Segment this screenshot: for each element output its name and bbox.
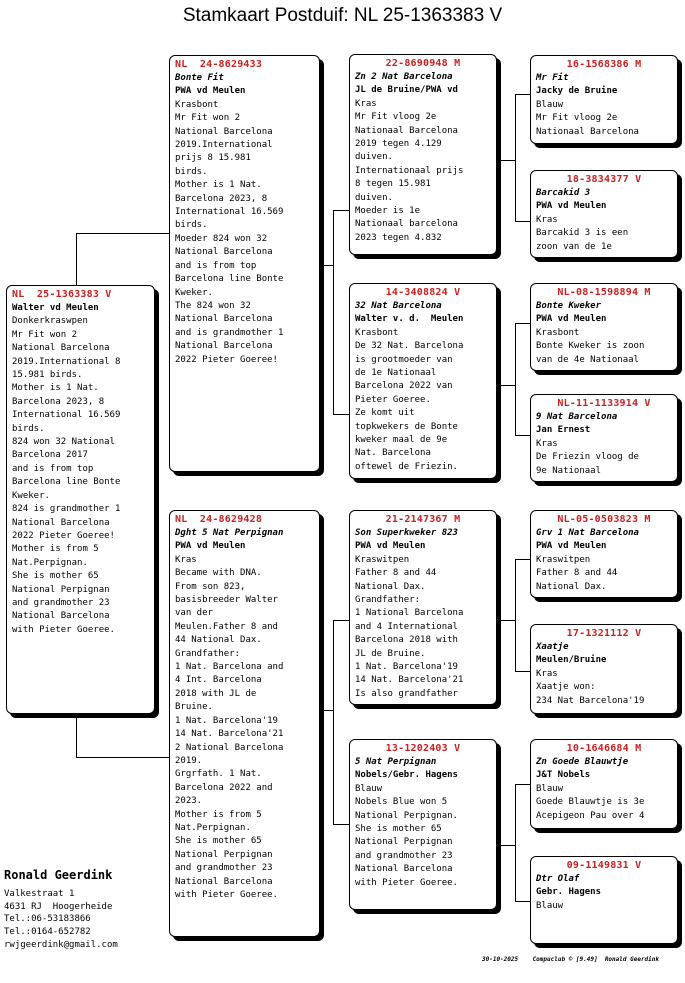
ring-number: NL-08-1598894 M — [557, 287, 651, 298]
connector-line — [515, 559, 530, 560]
detail-line: National Perpignan. — [355, 810, 458, 821]
detail-line: Barcelona 2023, 8 — [12, 396, 105, 407]
detail-line: and is from top — [175, 260, 257, 271]
detail-line: Pieter Goeree. — [355, 394, 431, 405]
detail-line: Krasbont — [355, 327, 399, 338]
detail-line: From son 823, — [175, 581, 246, 592]
detail-line: 4 Int. Barcelona — [175, 675, 262, 686]
pigeon-name: 5 Nat Perpignan — [355, 757, 437, 767]
pigeon-card-mother-father — [349, 510, 497, 705]
card-details — [536, 873, 672, 913]
detail-line: Kras — [536, 438, 558, 449]
detail-line: Goede Blauwtje is 3e — [536, 797, 645, 808]
detail-line: Bruine. — [175, 702, 213, 713]
owner-email: rwjgeerdink@gmail.com — [4, 939, 118, 950]
detail-line: National Dax. — [355, 581, 426, 592]
breeder-name: PWA vd Meulen — [536, 314, 607, 325]
detail-line: with Pieter Goeree. — [355, 877, 458, 888]
ring-number: 14-3408824 V — [385, 287, 461, 298]
ring-number: 17-1321112 V — [566, 628, 642, 639]
pigeon-name: Zn 2 Nat Barcelona — [355, 72, 453, 82]
detail-line: Xaatje won: — [536, 682, 596, 693]
pigeon-name: 9 Nat Barcelona — [536, 412, 618, 422]
detail-line: 44 National Dax. — [175, 635, 262, 646]
connector-line — [76, 233, 77, 286]
card-details — [536, 72, 672, 139]
pigeon-name: Grv 1 Nat Barcelona — [536, 528, 639, 538]
detail-line: Moeder 824 won 32 — [175, 233, 268, 244]
detail-line: International 16.569 — [175, 207, 284, 218]
connector-line — [76, 233, 170, 234]
detail-line: 2018 with JL de — [175, 688, 257, 699]
detail-line: and grandmother 23 — [12, 597, 110, 608]
ring-number: 13-1202403 V — [385, 743, 461, 754]
detail-line: Donkerkraswpen — [12, 316, 88, 327]
detail-line: National Dax. — [536, 581, 607, 592]
pigeon-name: Xaatje — [536, 642, 569, 652]
detail-line: and is from top — [12, 463, 94, 474]
pigeon-card-ggp-5 — [530, 510, 678, 598]
detail-line: She is mother 65 — [12, 571, 99, 582]
connector-line — [333, 414, 349, 415]
connector-line — [320, 265, 334, 266]
connector-line — [76, 757, 170, 758]
card-details — [536, 187, 672, 254]
detail-line: Nat. Barcelona — [355, 448, 431, 459]
detail-line: Kraswitpen — [355, 554, 410, 565]
detail-line: Kras — [355, 98, 377, 109]
detail-line: Krasbont — [175, 99, 219, 110]
detail-line: kweker maal de 9e — [355, 435, 448, 446]
detail-line: Bonte Kweker is zoon — [536, 341, 645, 352]
page-title: Stamkaart Postduif: NL 25-1363383 V — [182, 5, 503, 26]
pigeon-card-ggp-3 — [530, 283, 678, 371]
card-details — [355, 756, 491, 890]
card-details — [536, 527, 672, 594]
detail-line: Father 8 and 44 — [536, 568, 618, 579]
pigeon-name: Dght 5 Nat Perpignan — [175, 528, 284, 538]
detail-line: National Barcelona — [175, 126, 273, 137]
detail-line: oftewel de Friezin. — [355, 461, 458, 472]
card-details — [175, 527, 314, 902]
detail-line: De Friezin vloog de — [536, 452, 639, 463]
pigeon-card-ggp-6 — [530, 624, 678, 714]
detail-line: Kweker. — [12, 490, 50, 501]
detail-line: zoon van de 1e — [536, 241, 612, 252]
connector-line — [515, 323, 516, 436]
pigeon-card-father — [169, 55, 320, 472]
detail-line: 2019 tegen 4.129 — [355, 139, 442, 150]
pigeon-name: Bonte Kweker — [536, 301, 602, 311]
connector-line — [515, 323, 530, 324]
pigeon-name: 32 Nat Barcelona — [355, 301, 442, 311]
detail-line: National Barcelona — [175, 247, 273, 258]
detail-line: De 32 Nat. Barcelona — [355, 341, 464, 352]
detail-line: birds. — [175, 166, 208, 177]
detail-line: Mother is 1 Nat. — [175, 180, 262, 191]
card-details — [355, 527, 491, 701]
pigeon-name: Mr Fit — [536, 73, 569, 83]
pigeon-name: Zn Goede Blauwtje — [536, 757, 629, 767]
detail-line: National Perpignan — [355, 837, 453, 848]
detail-line: National Barcelona — [12, 517, 110, 528]
pigeon-name: Son Superkweker 823 — [355, 528, 458, 538]
breeder-name: JL de Bruine/PWA vd — [355, 85, 458, 96]
breeder-name: Jan Ernest — [536, 425, 591, 436]
detail-line: Became with DNA. — [175, 568, 262, 579]
ring-number: 22-8690948 M — [385, 58, 461, 69]
detail-line: The 824 won 32 — [175, 300, 251, 311]
pigeon-card-subject — [6, 285, 155, 714]
card-details — [12, 302, 149, 637]
detail-line: Blauw — [536, 783, 564, 794]
connector-line — [515, 671, 530, 672]
detail-line: Blauw — [536, 900, 564, 911]
breeder-name: Meulen/Bruine — [536, 655, 607, 666]
card-details — [355, 71, 491, 245]
card-details — [175, 72, 314, 367]
owner-name: Ronald Geerdink — [4, 868, 113, 882]
detail-line: duiven. — [355, 192, 393, 203]
detail-line: 2019. — [175, 755, 203, 766]
detail-line: birds. — [175, 220, 208, 231]
detail-line: 2023. — [175, 796, 203, 807]
detail-line: Meulen.Father 8 and — [175, 621, 278, 632]
connector-line — [515, 784, 530, 785]
detail-line: Mr Fit vloog 2e — [355, 112, 437, 123]
ring-number: NL 25-1363383 V — [12, 289, 112, 300]
detail-line: and grandmother 23 — [175, 863, 273, 874]
detail-line: 14 Nat. Barcelona'21 — [355, 675, 464, 686]
connector-line — [515, 94, 530, 95]
detail-line: Mr Fit won 2 — [175, 113, 241, 124]
detail-line: 9e Nationaal — [536, 465, 602, 476]
breeder-name: Walter v. d. Meulen — [355, 314, 464, 325]
detail-line: Mother is 1 Nat. — [12, 383, 99, 394]
connector-line — [76, 713, 77, 758]
detail-line: Acepigeon Pau over 4 — [536, 810, 645, 821]
detail-line: Moeder is 1e — [355, 206, 421, 217]
detail-line: Grandfather: — [355, 595, 421, 606]
detail-line: and is grandmother 1 — [175, 327, 284, 338]
detail-line: Grandfather: — [175, 648, 241, 659]
detail-line: Mr Fit won 2 — [12, 329, 78, 340]
breeder-name: PWA vd Meulen — [355, 541, 426, 552]
pigeon-card-ggp-1 — [530, 55, 678, 144]
detail-line: Kras — [175, 554, 197, 565]
breeder-name: PWA vd Meulen — [536, 201, 607, 212]
detail-line: Mr Fit vloog 2e — [536, 113, 618, 124]
owner-address: Valkestraat 1 — [4, 889, 75, 899]
detail-line: 1 Nat. Barcelona'19 — [175, 715, 278, 726]
detail-line: 15.981 birds. — [12, 370, 83, 381]
detail-line: topkwekers de Bonte — [355, 421, 458, 432]
ring-number: NL 24-8629428 — [175, 514, 263, 525]
card-details — [355, 300, 491, 474]
owner-phone-mobile: Tel.:06-53183866 — [4, 914, 91, 925]
ring-number: 21-2147367 M — [385, 514, 461, 525]
connector-line — [515, 784, 516, 902]
ring-number: 16-1568386 M — [566, 59, 642, 70]
breeder-name: PWA vd Meulen — [536, 541, 607, 552]
detail-line: Barcakid 3 is een — [536, 228, 629, 239]
detail-line: National Barcelona — [12, 611, 110, 622]
detail-line: National Perpignan — [12, 584, 110, 595]
detail-line: Barcelona line Bonte — [12, 477, 121, 488]
detail-line: Barcelona 2023, 8 — [175, 193, 268, 204]
detail-line: de 1e Nationaal — [355, 368, 437, 379]
detail-line: Grgrfath. 1 Nat. — [175, 769, 262, 780]
owner-postcode: 4631 RJ Hoogerheide — [4, 901, 113, 912]
detail-line: Nationaal Barcelona — [536, 126, 639, 137]
detail-line: Blauw — [536, 99, 564, 110]
detail-line: Barcelona line Bonte — [175, 274, 284, 285]
pigeon-name: Bonte Fit — [175, 73, 224, 83]
detail-line: basisbreeder Walter — [175, 595, 278, 606]
detail-line: 824 is grandmother 1 — [12, 504, 121, 515]
detail-line: with Pieter Goeree. — [12, 624, 115, 635]
pigeon-name: Dtr Olaf — [536, 874, 580, 884]
pigeon-card-father-father — [349, 54, 497, 255]
detail-line: 824 won 32 National — [12, 437, 115, 448]
detail-line: 1 National Barcelona — [355, 608, 464, 619]
breeder-name: Gebr. Hagens — [536, 887, 602, 898]
connector-line — [515, 901, 530, 902]
detail-line: National Barcelona — [175, 876, 273, 887]
pigeon-card-ggp-7 — [530, 739, 678, 829]
ring-number: NL-05-0503823 M — [557, 514, 651, 525]
detail-line: She is mother 65 — [175, 836, 262, 847]
footer-credit: 30-10-2025 Compuclub © [9.49] Ronald Geerdink — [482, 956, 660, 963]
detail-line: 2 National Barcelona — [175, 742, 284, 753]
connector-line — [515, 221, 530, 222]
detail-line: Mother is from 5 — [175, 809, 262, 820]
detail-line: van der — [175, 608, 213, 619]
detail-line: Krasbont — [536, 327, 580, 338]
connector-line — [497, 620, 516, 621]
card-details — [536, 756, 672, 823]
connector-line — [333, 824, 349, 825]
detail-line: 2023 tegen 4.832 — [355, 232, 442, 243]
detail-line: Is also grandfather — [355, 688, 458, 699]
connector-line — [515, 559, 516, 672]
detail-line: 2022 Pieter Goeree! — [175, 354, 278, 365]
connector-line — [333, 210, 349, 211]
ring-number: NL-11-1133914 V — [557, 398, 651, 409]
pigeon-card-father-mother — [349, 283, 497, 479]
detail-line: 234 Nat Barcelona'19 — [536, 695, 645, 706]
card-details — [536, 300, 672, 367]
detail-line: Nobels Blue won 5 — [355, 797, 448, 808]
detail-line: Mother is from 5 — [12, 544, 99, 555]
breeder-name: PWA vd Meulen — [175, 541, 246, 552]
detail-line: Kweker. — [175, 287, 213, 298]
detail-line: and 4 International — [355, 621, 458, 632]
detail-line: National Perpignan — [175, 849, 273, 860]
ring-number: NL 24-8629433 — [175, 59, 263, 70]
detail-line: 2022 Pieter Goeree! — [12, 530, 115, 541]
detail-line: with Pieter Goeree. — [175, 889, 278, 900]
breeder-name: Jacky de Bruine — [536, 86, 618, 97]
detail-line: 14 Nat. Barcelona'21 — [175, 729, 284, 740]
detail-line: Nat.Perpignan. — [12, 557, 88, 568]
connector-line — [497, 385, 516, 386]
detail-line: Nationaal Barcelona — [355, 125, 458, 136]
breeder-name: Nobels/Gebr. Hagens — [355, 770, 458, 781]
detail-line: International 16.569 — [12, 410, 121, 421]
connector-line — [333, 210, 334, 415]
pigeon-card-ggp-8 — [530, 856, 678, 944]
detail-line: Kras — [536, 668, 558, 679]
detail-line: National Barcelona — [12, 343, 110, 354]
detail-line: 2019.International — [175, 140, 273, 151]
detail-line: birds. — [12, 423, 45, 434]
connector-line — [333, 620, 334, 825]
pigeon-card-mother — [169, 510, 320, 937]
connector-line — [515, 435, 530, 436]
detail-line: van de 4e Nationaal — [536, 354, 639, 365]
connector-line — [320, 710, 334, 711]
connector-line — [497, 845, 516, 846]
detail-line: Barcelona 2018 with — [355, 635, 458, 646]
detail-line: National Barcelona — [355, 864, 453, 875]
detail-line: Barcelona 2022 van — [355, 381, 453, 392]
detail-line: Barcelona 2022 and — [175, 782, 273, 793]
detail-line: Kraswitpen — [536, 554, 591, 565]
detail-line: National Barcelona — [175, 341, 273, 352]
breeder-name: PWA vd Meulen — [175, 86, 246, 97]
ring-number: 09-1149831 V — [566, 860, 642, 871]
breeder-name: J&T Nobels — [536, 770, 591, 781]
detail-line: Barcelona 2017 — [12, 450, 88, 461]
pigeon-card-ggp-2 — [530, 170, 678, 258]
detail-line: 8 tegen 15.981 — [355, 179, 431, 190]
connector-line — [333, 620, 349, 621]
detail-line: Blauw — [355, 783, 383, 794]
card-details — [536, 411, 672, 478]
detail-line: She is mother 65 — [355, 824, 442, 835]
detail-line: JL de Bruine. — [355, 648, 426, 659]
pigeon-card-ggp-4 — [530, 394, 678, 482]
ring-number: 10-1646684 M — [566, 743, 642, 754]
detail-line: Ze komt uit — [355, 408, 415, 419]
detail-line: Father 8 and 44 — [355, 568, 437, 579]
pigeon-card-mother-mother — [349, 739, 497, 910]
owner-info — [4, 868, 118, 952]
detail-line: National Barcelona — [175, 314, 273, 325]
pigeon-name: Barcakid 3 — [536, 188, 591, 198]
connector-line — [497, 160, 516, 161]
detail-line: Nationaal barcelona — [355, 219, 458, 230]
card-details — [536, 641, 672, 708]
owner-phone: Tel.:0164-652782 — [4, 927, 91, 938]
detail-line: is grootmoeder van — [355, 354, 453, 365]
detail-line: 2019.International 8 — [12, 356, 121, 367]
ring-number: 18-3834377 V — [566, 174, 642, 185]
detail-line: 1 Nat. Barcelona and — [175, 662, 284, 673]
detail-line: and grandmother 23 — [355, 850, 453, 861]
detail-line: Kras — [536, 214, 558, 225]
detail-line: 1 Nat. Barcelona'19 — [355, 662, 458, 673]
detail-line: prijs 8 15.981 — [175, 153, 251, 164]
detail-line: Nat.Perpignan. — [175, 822, 251, 833]
breeder-name: Walter vd Meulen — [12, 303, 99, 313]
detail-line: Internationaal prijs — [355, 165, 464, 176]
connector-line — [515, 94, 516, 222]
detail-line: duiven. — [355, 152, 393, 163]
